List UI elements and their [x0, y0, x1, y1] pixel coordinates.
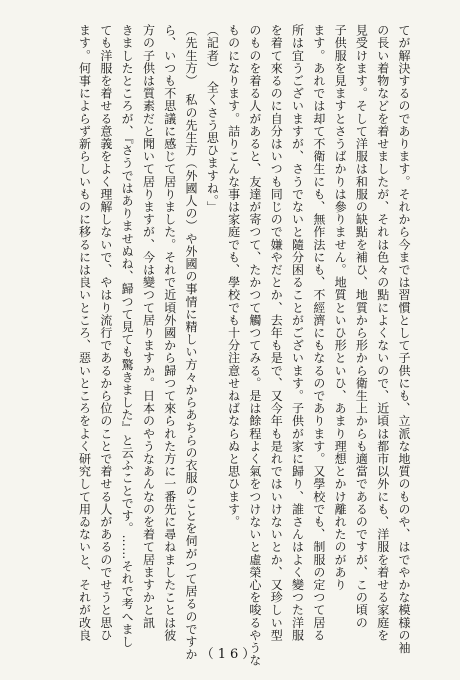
- text-column: ます。あれでは却て不衛生にも、無作法にも、不經濟にもなるのであります。又學校でも、制服の定つて居る: [311, 24, 326, 642]
- text-column: （先生方） 私の先生方（外國人の）や外國の事情に精しい方々からあちらの衣服のことを伺がつて居るのですか: [184, 24, 199, 661]
- text-column: 見受けます。そして洋服は和服の缺點を補ひ、地質から形から衛生上からも適當であるのですが、この頃の: [354, 24, 369, 629]
- text-column: ても洋服を着せる意義をよく理解しないで、やはり流行であるから位のことで着せる人があるのでせうと思ひ: [98, 24, 113, 642]
- text-column: を着て來るのに自分はいつも同じので嫌やだとか、去年も是で、又今年も是れではいけないとか、又珍しい型: [269, 24, 284, 642]
- text-column: ら、いつも不思議に感じて居りました。それで近頃外國から歸つて來られた方に一番先に尋ねましたことは彼: [162, 24, 177, 642]
- page-number: （16）: [200, 647, 260, 662]
- text-column: 子供服を見ますとさうばかりは參りません。地質といひ形といひ、あまり理想とかけ離れたのがあり: [333, 24, 348, 591]
- text-column: てが解決するのであります。それから今までは習慣として子供にも、立派な地質のものや、はでやかな模様の袖: [397, 24, 411, 654]
- text-column: ものになります。詰りこんな事は家庭でも、學校でも十分注意せねばならぬと思ひます。: [226, 24, 241, 528]
- text-column: 方の子供は質素だと聞いて居りますが、今は變つて居りますか。日本のやうなあんなのを着て居ますかと訊: [141, 24, 156, 629]
- text-column: ます。何事によらず新らしいものに移るには良いところ、惡いところをよく研究して用ゐないと、それが改良: [77, 24, 92, 642]
- text-column: きましたところが、『さうではありませぬね、歸つて見ても驚きました』と云ふことです。……それで考へまし: [120, 24, 135, 648]
- text-column: （記者） 全くさう思ひますね。」: [205, 24, 220, 214]
- text-column: のものを着る人があると、友達が寄つて、たかつて觸つてみる。是は餘程よく氣をつけないと虛榮心を唆るやうな: [247, 24, 262, 667]
- text-column: の長い着物などを着せましたが、それは色々の點によくないので、近頃は都市以外にも、洋服を着せる家庭を: [375, 24, 390, 642]
- text-column: 所は宜うございますが、さうでないと隨分困ることがございます。子供が家に歸り、誰さんはよく變つた洋服: [290, 24, 305, 642]
